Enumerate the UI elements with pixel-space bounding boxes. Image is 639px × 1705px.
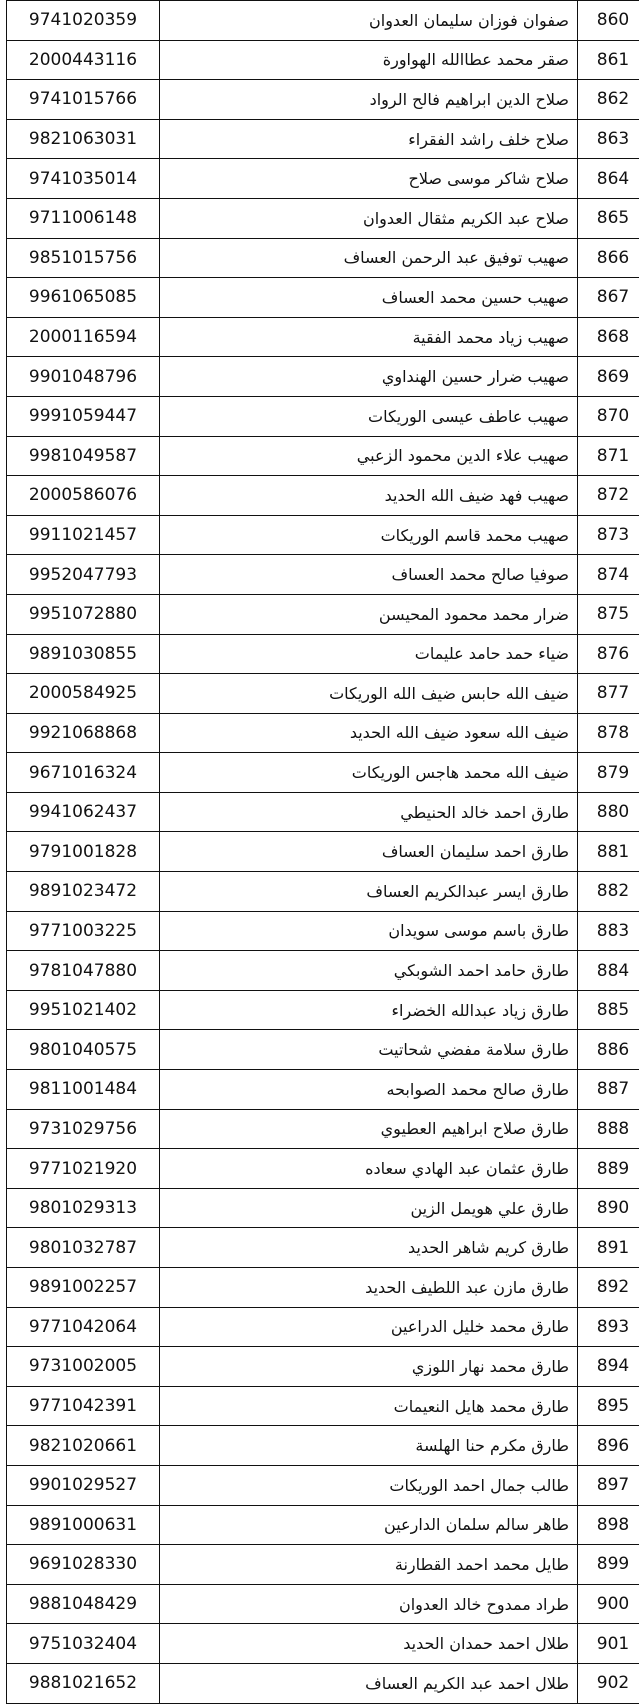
- table-row: [7, 1624, 639, 1664]
- serial-number-cell: 871: [578, 436, 639, 476]
- name-cell: صهيب ضرار حسين الهنداوي: [160, 357, 578, 397]
- national-id-cell: 9881048429: [7, 1584, 160, 1624]
- serial-number-cell: 882: [578, 872, 639, 912]
- table-row: [7, 198, 639, 238]
- name-cell: طارق كريم شاهر الحديد: [160, 1228, 578, 1268]
- national-id-cell: 9771042064: [7, 1307, 160, 1347]
- table-row: [7, 951, 639, 991]
- serial-number-cell: 861: [578, 40, 639, 80]
- national-id-cell: 2000443116: [7, 40, 160, 80]
- name-cell: طارق محمد نهار اللوزي: [160, 1347, 578, 1387]
- national-id-cell: 9751032404: [7, 1624, 160, 1664]
- table-row: [7, 872, 639, 912]
- name-cell: صهيب فهد ضيف الله الحديد: [160, 476, 578, 516]
- name-cell: طالب جمال احمد الوريكات: [160, 1465, 578, 1505]
- name-cell: صوفيا صالح محمد العساف: [160, 555, 578, 595]
- name-cell: صفوان فوزان سليمان العدوان: [160, 1, 578, 41]
- national-id-cell: 9901029527: [7, 1465, 160, 1505]
- name-cell: طارق حامد احمد الشوبكي: [160, 951, 578, 991]
- national-id-cell: 9951021402: [7, 990, 160, 1030]
- national-id-cell: 9741035014: [7, 159, 160, 199]
- national-id-cell: 9851015756: [7, 238, 160, 278]
- serial-number-cell: 867: [578, 278, 639, 318]
- name-cell: صهيب زياد محمد الفقية: [160, 317, 578, 357]
- national-id-cell: 9801029313: [7, 1188, 160, 1228]
- table-row: [7, 1545, 639, 1585]
- serial-number-cell: 870: [578, 396, 639, 436]
- national-id-cell: 9811001484: [7, 1070, 160, 1110]
- table-row: [7, 80, 639, 120]
- national-id-cell: 9911021457: [7, 515, 160, 555]
- name-cell: طارق عثمان عبد الهادي سعاده: [160, 1149, 578, 1189]
- serial-number-cell: 862: [578, 80, 639, 120]
- national-id-cell: 9821020661: [7, 1426, 160, 1466]
- serial-number-cell: 881: [578, 832, 639, 872]
- table-row: [7, 1228, 639, 1268]
- table-row: [7, 1505, 639, 1545]
- serial-number-cell: 901: [578, 1624, 639, 1664]
- national-id-cell: 2000584925: [7, 674, 160, 714]
- name-cell: طارق احمد خالد الحنيطي: [160, 792, 578, 832]
- serial-number-cell: 877: [578, 674, 639, 714]
- name-cell: طايل محمد احمد القطارنة: [160, 1545, 578, 1585]
- national-id-cell: 9891000631: [7, 1505, 160, 1545]
- name-cell: طراد ممدوح خالد العدوان: [160, 1584, 578, 1624]
- name-cell: طارق باسم موسى سويدان: [160, 911, 578, 951]
- serial-number-cell: 884: [578, 951, 639, 991]
- name-cell: طارق ايسر عبدالكريم العساف: [160, 872, 578, 912]
- national-id-cell: 9771021920: [7, 1149, 160, 1189]
- serial-number-cell: 880: [578, 792, 639, 832]
- name-cell: طارق احمد سليمان العساف: [160, 832, 578, 872]
- national-id-cell: 9991059447: [7, 396, 160, 436]
- table-row: [7, 1386, 639, 1426]
- national-id-cell: 9731002005: [7, 1347, 160, 1387]
- serial-number-cell: 868: [578, 317, 639, 357]
- table-row: [7, 159, 639, 199]
- serial-number-cell: 883: [578, 911, 639, 951]
- table-row: [7, 119, 639, 159]
- table-row: [7, 1663, 639, 1703]
- national-id-cell: 9801032787: [7, 1228, 160, 1268]
- name-cell: طارق محمد هايل النعيمات: [160, 1386, 578, 1426]
- name-cell: ضيف الله حابس ضيف الله الوريكات: [160, 674, 578, 714]
- table-row: [7, 278, 639, 318]
- name-cell: ضياء حمد حامد عليمات: [160, 634, 578, 674]
- table-row: [7, 396, 639, 436]
- serial-number-cell: 902: [578, 1663, 639, 1703]
- records-table-body: [7, 1, 639, 1704]
- serial-number-cell: 876: [578, 634, 639, 674]
- serial-number-cell: 869: [578, 357, 639, 397]
- national-id-cell: 9881021652: [7, 1663, 160, 1703]
- name-cell: طارق زياد عبدالله الخضراء: [160, 990, 578, 1030]
- serial-number-cell: 900: [578, 1584, 639, 1624]
- name-cell: طلال احمد عبد الكريم العساف: [160, 1663, 578, 1703]
- serial-number-cell: 891: [578, 1228, 639, 1268]
- national-id-cell: 9731029756: [7, 1109, 160, 1149]
- national-id-cell: 9891023472: [7, 872, 160, 912]
- serial-number-cell: 888: [578, 1109, 639, 1149]
- table-row: [7, 1188, 639, 1228]
- serial-number-cell: 894: [578, 1347, 639, 1387]
- table-row: [7, 832, 639, 872]
- national-id-cell: 2000586076: [7, 476, 160, 516]
- table-row: [7, 594, 639, 634]
- serial-number-cell: 896: [578, 1426, 639, 1466]
- name-cell: طلال احمد حمدان الحديد: [160, 1624, 578, 1664]
- name-cell: صهيب محمد قاسم الوريكات: [160, 515, 578, 555]
- table-row: [7, 674, 639, 714]
- national-id-cell: 9921068868: [7, 713, 160, 753]
- table-row: [7, 1070, 639, 1110]
- table-row: [7, 1347, 639, 1387]
- name-cell: صهيب حسين محمد العساف: [160, 278, 578, 318]
- table-row: [7, 476, 639, 516]
- national-id-cell: 9771042391: [7, 1386, 160, 1426]
- name-cell: صلاح عبد الكريم مثقال العدوان: [160, 198, 578, 238]
- table-row: [7, 515, 639, 555]
- name-cell: صلاح خلف راشد الفقراء: [160, 119, 578, 159]
- national-id-cell: 9791001828: [7, 832, 160, 872]
- serial-number-cell: 865: [578, 198, 639, 238]
- national-id-cell: 9891030855: [7, 634, 160, 674]
- name-cell: طارق سلامة مفضي شحاتيت: [160, 1030, 578, 1070]
- records-table: [6, 0, 639, 1704]
- serial-number-cell: 898: [578, 1505, 639, 1545]
- table-row: [7, 238, 639, 278]
- table-row: [7, 1584, 639, 1624]
- national-id-cell: 9891002257: [7, 1268, 160, 1308]
- serial-number-cell: 879: [578, 753, 639, 793]
- serial-number-cell: 864: [578, 159, 639, 199]
- name-cell: صهيب علاء الدين محمود الزعبي: [160, 436, 578, 476]
- name-cell: صلاح الدين ابراهيم فالح الرواد: [160, 80, 578, 120]
- table-row: [7, 1465, 639, 1505]
- national-id-cell: 9901048796: [7, 357, 160, 397]
- name-cell: صهيب توفيق عبد الرحمن العساف: [160, 238, 578, 278]
- serial-number-cell: 886: [578, 1030, 639, 1070]
- serial-number-cell: 899: [578, 1545, 639, 1585]
- table-row: [7, 792, 639, 832]
- table-row: [7, 1149, 639, 1189]
- serial-number-cell: 874: [578, 555, 639, 595]
- table-row: [7, 634, 639, 674]
- name-cell: طارق محمد خليل الدراعين: [160, 1307, 578, 1347]
- name-cell: صقر محمد عطاالله الهواورة: [160, 40, 578, 80]
- national-id-cell: 9981049587: [7, 436, 160, 476]
- national-id-cell: 9741020359: [7, 1, 160, 41]
- serial-number-cell: 889: [578, 1149, 639, 1189]
- table-row: [7, 1109, 639, 1149]
- table-row: [7, 1, 639, 41]
- serial-number-cell: 887: [578, 1070, 639, 1110]
- national-id-cell: 9941062437: [7, 792, 160, 832]
- national-id-cell: 9771003225: [7, 911, 160, 951]
- serial-number-cell: 885: [578, 990, 639, 1030]
- table-row: [7, 317, 639, 357]
- serial-number-cell: 878: [578, 713, 639, 753]
- serial-number-cell: 872: [578, 476, 639, 516]
- name-cell: طارق علي هويمل الزين: [160, 1188, 578, 1228]
- table-row: [7, 911, 639, 951]
- name-cell: ضرار محمد محمود المحيسن: [160, 594, 578, 634]
- name-cell: ضيف الله محمد هاجس الوريكات: [160, 753, 578, 793]
- table-row: [7, 990, 639, 1030]
- serial-number-cell: 892: [578, 1268, 639, 1308]
- name-cell: طارق مكرم حنا الهلسة: [160, 1426, 578, 1466]
- name-cell: طارق صالح محمد الصوابحه: [160, 1070, 578, 1110]
- table-row: [7, 555, 639, 595]
- serial-number-cell: 895: [578, 1386, 639, 1426]
- table-row: [7, 1030, 639, 1070]
- name-cell: طارق صلاح ابراهيم العطيوي: [160, 1109, 578, 1149]
- serial-number-cell: 873: [578, 515, 639, 555]
- serial-number-cell: 866: [578, 238, 639, 278]
- national-id-cell: 9671016324: [7, 753, 160, 793]
- table-row: [7, 753, 639, 793]
- name-cell: طارق مازن عبد اللطيف الحديد: [160, 1268, 578, 1308]
- national-id-cell: 9951072880: [7, 594, 160, 634]
- serial-number-cell: 863: [578, 119, 639, 159]
- serial-number-cell: 875: [578, 594, 639, 634]
- national-id-cell: 9741015766: [7, 80, 160, 120]
- national-id-cell: 9691028330: [7, 1545, 160, 1585]
- national-id-cell: 9711006148: [7, 198, 160, 238]
- serial-number-cell: 860: [578, 1, 639, 41]
- table-row: [7, 436, 639, 476]
- table-row: [7, 40, 639, 80]
- name-cell: صهيب عاطف عيسى الوريكات: [160, 396, 578, 436]
- national-id-cell: 9821063031: [7, 119, 160, 159]
- national-id-cell: 9801040575: [7, 1030, 160, 1070]
- national-id-cell: 2000116594: [7, 317, 160, 357]
- name-cell: ضيف الله سعود ضيف الله الحديد: [160, 713, 578, 753]
- serial-number-cell: 890: [578, 1188, 639, 1228]
- national-id-cell: 9961065085: [7, 278, 160, 318]
- table-row: [7, 1307, 639, 1347]
- name-cell: صلاح شاكر موسى صلاح: [160, 159, 578, 199]
- table-row: [7, 1426, 639, 1466]
- national-id-cell: 9952047793: [7, 555, 160, 595]
- table-row: [7, 357, 639, 397]
- national-id-cell: 9781047880: [7, 951, 160, 991]
- table-row: [7, 713, 639, 753]
- serial-number-cell: 893: [578, 1307, 639, 1347]
- serial-number-cell: 897: [578, 1465, 639, 1505]
- table-row: [7, 1268, 639, 1308]
- name-cell: طاهر سالم سلمان الدارعين: [160, 1505, 578, 1545]
